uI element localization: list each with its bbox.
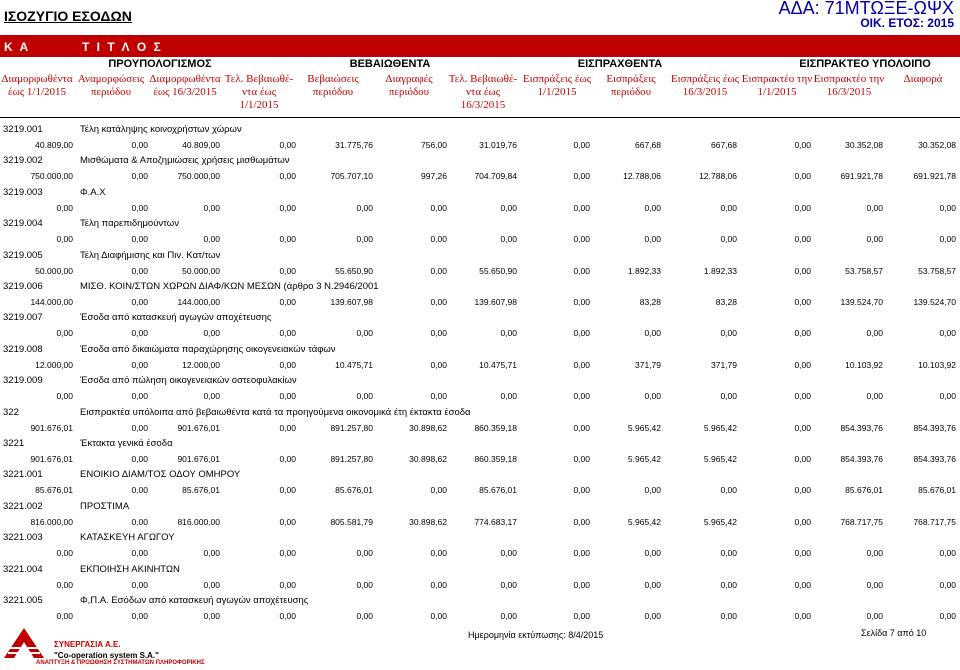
- row-value: 0,00: [131, 359, 148, 370]
- row-value: 0,00: [56, 234, 73, 245]
- row-value: 0,00: [56, 328, 73, 339]
- row-value: 30.898,62: [409, 422, 447, 433]
- row-value: 1.892,33: [703, 265, 737, 276]
- row-value: 0,00: [939, 234, 956, 245]
- row-value: 0,00: [131, 579, 148, 590]
- row-value: 0,00: [131, 422, 148, 433]
- row-value: 0,00: [203, 548, 220, 559]
- row-value: 0,00: [939, 579, 956, 590]
- row-value: 144.000,00: [30, 297, 73, 307]
- row-value: 0,00: [794, 579, 811, 590]
- row-value: 0,00: [356, 202, 373, 213]
- column-header: Διαμορφωθέντα έως 16/3/2015: [149, 73, 221, 98]
- row-value: 0,00: [203, 328, 220, 339]
- column-header: Εισπρακτέο την 1/1/2015: [741, 73, 813, 98]
- row-value: 0,00: [573, 548, 590, 559]
- group-budget: ΠΡΟΥΠΟΛΟΓΙΣΜΟΣ: [108, 58, 212, 70]
- row-value: 854.393,76: [913, 454, 956, 464]
- row-code: 3219.005: [3, 249, 43, 261]
- row-description: ΠΡΟΣΤΙΜΑ: [80, 500, 130, 512]
- row-description: Τέλη κατάληψης κοινοχρήστων χώρων: [80, 124, 242, 135]
- row-value: 854.393,76: [913, 422, 956, 433]
- row-code: 3219.007: [3, 312, 43, 324]
- logo-english-name: "Co-operation system S.A.": [54, 651, 159, 660]
- row-value: 0,00: [430, 265, 447, 276]
- row-value: 0,00: [866, 391, 883, 402]
- row-description: Τέλη παρεπιδημούντων: [80, 218, 179, 230]
- row-value: 0,00: [279, 297, 296, 307]
- row-value: 0,00: [430, 611, 447, 621]
- row-description: ΕΝΟΙΚΙΟ ΔΙΑΜ/ΤΟΣ ΟΔΟΥ ΟΜΗΡΟΥ: [80, 469, 241, 481]
- row-value: 816.000,00: [177, 516, 220, 527]
- row-value: 816.000,00: [30, 516, 73, 527]
- row-code: 3221.001: [3, 469, 43, 481]
- row-value: 0,00: [794, 422, 811, 433]
- row-value: 85.676,01: [845, 485, 883, 496]
- row-value: 0,00: [56, 611, 73, 621]
- row-value: 50.000,00: [35, 265, 73, 276]
- row-description: Έκτακτα γενικά έσοδα: [80, 438, 173, 449]
- row-value: 12.788,06: [699, 171, 737, 182]
- row-value: 0,00: [644, 611, 661, 621]
- logo-tagline: ΑΝΑΠΤΥΞΗ & ΠΡΟΩΘΗΣΗ ΣΥΣΤΗΜΑΤΩΝ ΠΛΗΡΟΦΟΡΙΚΗΣ: [36, 660, 205, 666]
- row-value: 0,00: [131, 202, 148, 213]
- row-code: 3219.004: [3, 218, 43, 230]
- column-header: Τελ. Βεβαιωθέ- ντα έως 1/1/2015: [224, 73, 294, 111]
- row-value: 0,00: [794, 297, 811, 307]
- row-value: 0,00: [356, 391, 373, 402]
- row-code: 3221.003: [3, 532, 43, 544]
- row-value: 0,00: [720, 202, 737, 213]
- row-value: 705.707,10: [330, 171, 373, 182]
- row-value: 0,00: [500, 611, 517, 621]
- row-value: 0,00: [56, 579, 73, 590]
- row-value: 5.965,42: [627, 454, 661, 464]
- row-value: 53.758,57: [845, 265, 883, 276]
- row-value: 0,00: [644, 391, 661, 402]
- row-value: 5.965,42: [627, 422, 661, 433]
- row-value: 0,00: [794, 202, 811, 213]
- row-value: 0,00: [131, 454, 148, 464]
- row-value: 704.709,84: [474, 171, 517, 182]
- row-value: 997,26: [421, 171, 447, 182]
- row-value: 0,00: [573, 391, 590, 402]
- row-code: 322: [3, 406, 19, 418]
- row-value: 0,00: [794, 359, 811, 370]
- row-value: 0,00: [573, 516, 590, 527]
- row-value: 768.717,75: [840, 516, 883, 527]
- column-header: Αναμορφώσεις περιόδου: [77, 73, 145, 98]
- row-value: 0,00: [573, 234, 590, 245]
- row-value: 0,00: [644, 202, 661, 213]
- row-value: 854.393,76: [840, 454, 883, 464]
- row-value: 0,00: [794, 548, 811, 559]
- row-value: 0,00: [279, 328, 296, 339]
- row-value: 30.898,62: [409, 454, 447, 464]
- row-value: 0,00: [56, 391, 73, 402]
- row-value: 0,00: [866, 579, 883, 590]
- row-value: 901.676,01: [30, 422, 73, 433]
- row-value: 0,00: [131, 171, 148, 182]
- row-value: 0,00: [430, 297, 447, 307]
- row-value: 0,00: [866, 548, 883, 559]
- row-value: 0,00: [573, 454, 590, 464]
- logo-company-name: ΣΥΝΕΡΓΑΣΙΑ Α.Ε.: [54, 640, 121, 649]
- row-value: 0,00: [279, 485, 296, 496]
- row-value: 0,00: [430, 579, 447, 590]
- row-value: 0,00: [56, 548, 73, 559]
- row-value: 0,00: [573, 359, 590, 370]
- row-code: 3219.009: [3, 375, 43, 387]
- row-description: ΚΑΤΑΣΚΕΥΗ ΑΓΩΓΟΥ: [80, 532, 175, 544]
- column-header: Βεβαιώσεις περιόδου: [307, 73, 359, 98]
- group-certified: ΒΕΒΑΙΩΘΕΝΤΑ: [349, 58, 431, 70]
- column-header: Διαγραφές περιόδου: [385, 73, 433, 98]
- row-value: 0,00: [573, 485, 590, 496]
- row-description: ΜΙΣΘ. ΚΟΙΝ/ΣΤΩΝ ΧΩΡΩΝ ΔΙΑΦ/ΚΩΝ ΜΕΣΩΝ (άρθρο 3 Ν.2946/2001: [80, 281, 379, 292]
- row-value: 85.676,01: [479, 485, 517, 496]
- row-value: 0,00: [644, 485, 661, 496]
- row-value: 0,00: [131, 516, 148, 527]
- row-value: 139.607,98: [330, 297, 373, 307]
- row-value: 0,00: [500, 548, 517, 559]
- row-code: 3219.006: [3, 281, 43, 292]
- row-value: 0,00: [131, 548, 148, 559]
- row-value: 0,00: [939, 391, 956, 402]
- row-value: 0,00: [279, 516, 296, 527]
- row-value: 0,00: [794, 391, 811, 402]
- column-header: Διαμορφωθέντα έως 1/1/2015: [1, 73, 73, 98]
- row-value: 0,00: [720, 611, 737, 621]
- row-value: 0,00: [430, 202, 447, 213]
- row-value: 860.359,18: [474, 422, 517, 433]
- row-value: 144.000,00: [177, 297, 220, 307]
- row-description: Τέλη Διαφήμισης και Πιν. Κατ/των: [80, 249, 221, 261]
- row-value: 0,00: [866, 234, 883, 245]
- row-value: 53.758,57: [918, 265, 956, 276]
- row-value: 10.475,71: [479, 359, 517, 370]
- row-value: 12.000,00: [182, 359, 220, 370]
- row-value: 0,00: [794, 454, 811, 464]
- print-date: Ημερομηνία εκτύπωσης: 8/4/2015: [468, 630, 604, 640]
- row-value: 40.809,00: [182, 140, 220, 150]
- row-value: 0,00: [279, 202, 296, 213]
- row-value: 0,00: [279, 391, 296, 402]
- row-value: 854.393,76: [840, 422, 883, 433]
- row-value: 12.000,00: [35, 359, 73, 370]
- row-value: 0,00: [430, 234, 447, 245]
- row-value: 0,00: [203, 611, 220, 621]
- row-value: 774.683,17: [474, 516, 517, 527]
- row-value: 0,00: [500, 234, 517, 245]
- row-value: 0,00: [430, 328, 447, 339]
- row-value: 40.809,00: [35, 140, 73, 150]
- row-value: 371,79: [635, 359, 661, 370]
- row-value: 0,00: [356, 579, 373, 590]
- logo-mark-icon: [2, 626, 46, 660]
- column-title-bar: [0, 35, 960, 57]
- row-value: 901.676,01: [177, 454, 220, 464]
- row-description: Φ,Π.Α. Εσόδων από κατασκευή αγωγών αποχέτευσης: [80, 595, 309, 606]
- row-value: 0,00: [866, 611, 883, 621]
- row-value: 0,00: [279, 234, 296, 245]
- row-value: 0,00: [430, 391, 447, 402]
- row-value: 0,00: [866, 328, 883, 339]
- row-value: 0,00: [573, 202, 590, 213]
- row-value: 5.965,42: [703, 516, 737, 527]
- row-code: 3219.001: [3, 124, 43, 135]
- row-value: 691.921,78: [840, 171, 883, 182]
- row-value: 750.000,00: [30, 171, 73, 182]
- row-value: 83,28: [639, 297, 661, 307]
- row-value: 0,00: [500, 328, 517, 339]
- title-label: Τ Ι Τ Λ Ο Σ: [82, 40, 163, 54]
- row-code: 3219.008: [3, 343, 43, 355]
- row-value: 0,00: [279, 422, 296, 433]
- row-value: 756,00: [421, 140, 447, 150]
- header-divider: [0, 117, 960, 118]
- row-value: 0,00: [720, 579, 737, 590]
- row-value: 0,00: [131, 234, 148, 245]
- page-number: Σελίδα 7 από 10: [861, 628, 927, 638]
- row-value: 0,00: [279, 611, 296, 621]
- row-value: 0,00: [794, 171, 811, 182]
- row-value: 0,00: [203, 579, 220, 590]
- row-value: 5.965,42: [703, 454, 737, 464]
- row-value: 5.965,42: [703, 422, 737, 433]
- row-value: 0,00: [794, 516, 811, 527]
- row-value: 667,68: [711, 140, 737, 150]
- row-value: 0,00: [279, 548, 296, 559]
- row-description: Έσοδα από δικαιώματα παραχώρησης οικογενειακών τάφων: [80, 343, 336, 355]
- row-value: 805.581,79: [330, 516, 373, 527]
- row-value: 0,00: [131, 485, 148, 496]
- row-value: 0,00: [939, 328, 956, 339]
- row-value: 0,00: [644, 548, 661, 559]
- row-value: 0,00: [356, 548, 373, 559]
- row-value: 0,00: [573, 328, 590, 339]
- group-receivable: ΕΙΣΠΡΑΚΤΕΟ ΥΠΟΛΟΙΠΟ: [799, 58, 931, 70]
- row-value: 0,00: [131, 297, 148, 307]
- row-code: 3221: [3, 438, 25, 449]
- row-value: 0,00: [939, 202, 956, 213]
- column-header: Εισπράξεις έως 16/3/2015: [670, 73, 740, 98]
- row-value: 12.788,06: [623, 171, 661, 182]
- row-code: 3219.003: [3, 186, 43, 198]
- row-value: 0,00: [500, 579, 517, 590]
- row-value: 0,00: [279, 579, 296, 590]
- row-value: 30.352,08: [918, 140, 956, 150]
- row-value: 5.965,42: [627, 516, 661, 527]
- row-value: 0,00: [131, 140, 148, 150]
- row-value: 85.676,01: [918, 485, 956, 496]
- report-title: ΙΣΟΖΥΓΙΟ ΕΣΟΔΩΝ: [4, 8, 132, 24]
- row-code: 3221.004: [3, 563, 43, 575]
- row-value: 30.352,08: [845, 140, 883, 150]
- group-collected: ΕΙΣΠΡΑΧΘΕΝΤΑ: [577, 58, 663, 70]
- ka-label: Κ Α: [4, 40, 31, 54]
- row-value: 10.103,92: [918, 359, 956, 370]
- row-value: 0,00: [279, 265, 296, 276]
- row-value: 901.676,01: [30, 454, 73, 464]
- row-value: 901.676,01: [177, 422, 220, 433]
- row-value: 0,00: [573, 579, 590, 590]
- row-value: 860.359,18: [474, 454, 517, 464]
- row-value: 891.257,80: [330, 422, 373, 433]
- row-value: 83,28: [715, 297, 737, 307]
- row-value: 0,00: [279, 359, 296, 370]
- row-value: 371,79: [711, 359, 737, 370]
- row-value: 139.524,70: [913, 297, 956, 307]
- row-description: Φ.Α.Χ: [80, 186, 106, 198]
- row-value: 31.019,76: [479, 140, 517, 150]
- row-value: 10.103,92: [845, 359, 883, 370]
- row-value: 85.676,01: [335, 485, 373, 496]
- row-code: 3221.002: [3, 500, 43, 512]
- row-value: 0,00: [794, 140, 811, 150]
- row-value: 0,00: [573, 611, 590, 621]
- row-value: 0,00: [131, 265, 148, 276]
- row-value: 0,00: [573, 140, 590, 150]
- row-value: 31.775,76: [335, 140, 373, 150]
- row-value: 691.921,78: [913, 171, 956, 182]
- row-value: 0,00: [500, 202, 517, 213]
- row-value: 1.892,33: [627, 265, 661, 276]
- row-value: 0,00: [794, 265, 811, 276]
- row-value: 50.000,00: [182, 265, 220, 276]
- row-value: 0,00: [430, 359, 447, 370]
- row-value: 0,00: [644, 328, 661, 339]
- row-value: 0,00: [430, 485, 447, 496]
- row-value: 0,00: [794, 485, 811, 496]
- row-value: 768.717,75: [913, 516, 956, 527]
- column-header: Τελ. Βεβαιωθέ- ντα έως 16/3/2015: [448, 73, 518, 111]
- row-value: 85.676,01: [35, 485, 73, 496]
- row-value: 55.650,90: [335, 265, 373, 276]
- row-value: 30.898,62: [409, 516, 447, 527]
- fiscal-year: ΟΙΚ. ΕΤΟΣ: 2015: [860, 16, 954, 30]
- ada-code: ΑΔΑ: 71ΜΤΩΞΕ-ΩΨΧ: [778, 0, 954, 18]
- row-value: 0,00: [720, 485, 737, 496]
- row-value: 0,00: [573, 265, 590, 276]
- row-value: 0,00: [720, 328, 737, 339]
- company-logo: [2, 626, 212, 670]
- row-value: 0,00: [720, 391, 737, 402]
- row-value: 55.650,90: [479, 265, 517, 276]
- row-value: 891.257,80: [330, 454, 373, 464]
- row-value: 0,00: [939, 611, 956, 621]
- row-value: 0,00: [131, 328, 148, 339]
- row-value: 0,00: [279, 454, 296, 464]
- row-description: Εισπρακτέα υπόλοιπα από βεβαιωθέντα κατά τα προηγούμενα οικονομικά έτη έκτακτα έσοδα: [80, 406, 471, 418]
- row-value: 0,00: [939, 548, 956, 559]
- row-value: 0,00: [203, 391, 220, 402]
- row-value: 0,00: [279, 171, 296, 182]
- row-value: 139.607,98: [474, 297, 517, 307]
- row-value: 0,00: [573, 171, 590, 182]
- column-header: Εισπράξεις έως 1/1/2015: [522, 73, 592, 98]
- row-value: 0,00: [131, 391, 148, 402]
- row-description: Έσοδα από κατασκευή αγωγών αποχέτευσης: [80, 312, 272, 324]
- row-value: 0,00: [573, 297, 590, 307]
- row-value: 750.000,00: [177, 171, 220, 182]
- column-groups: [0, 57, 960, 70]
- row-value: 0,00: [356, 611, 373, 621]
- row-value: 0,00: [356, 234, 373, 245]
- row-value: 667,68: [635, 140, 661, 150]
- row-value: 0,00: [356, 328, 373, 339]
- row-value: 139.524,70: [840, 297, 883, 307]
- row-value: 0,00: [794, 234, 811, 245]
- row-value: 85.676,01: [182, 485, 220, 496]
- row-value: 0,00: [203, 234, 220, 245]
- row-value: 10.475,71: [335, 359, 373, 370]
- row-code: 3221.005: [3, 595, 43, 606]
- row-value: 0,00: [644, 579, 661, 590]
- row-value: 0,00: [644, 234, 661, 245]
- row-value: 0,00: [500, 391, 517, 402]
- row-code: 3219.002: [3, 155, 43, 167]
- row-description: Μισθώματα & Αποζημιώσεις χρήσεις μισθωμάτων: [80, 155, 290, 167]
- row-value: 0,00: [720, 234, 737, 245]
- row-value: 0,00: [866, 202, 883, 213]
- row-value: 0,00: [430, 548, 447, 559]
- row-description: Έσοδα από πώληση οικογενειακών οστεοφυλακίων: [80, 375, 297, 387]
- row-value: 0,00: [56, 202, 73, 213]
- row-value: 0,00: [573, 422, 590, 433]
- row-value: 0,00: [794, 328, 811, 339]
- row-value: 0,00: [203, 202, 220, 213]
- row-value: 0,00: [131, 611, 148, 621]
- column-header: Εισπρακτέο την 16/3/2015: [813, 73, 885, 98]
- row-value: 0,00: [720, 548, 737, 559]
- column-header: Εισπράξεις περιόδου: [606, 73, 656, 98]
- row-value: 0,00: [794, 611, 811, 621]
- row-description: ΕΚΠΟΙΗΣΗ ΑΚΙΝΗΤΩΝ: [80, 563, 180, 575]
- row-value: 0,00: [279, 140, 296, 150]
- column-header: Διαφορά: [903, 73, 943, 85]
